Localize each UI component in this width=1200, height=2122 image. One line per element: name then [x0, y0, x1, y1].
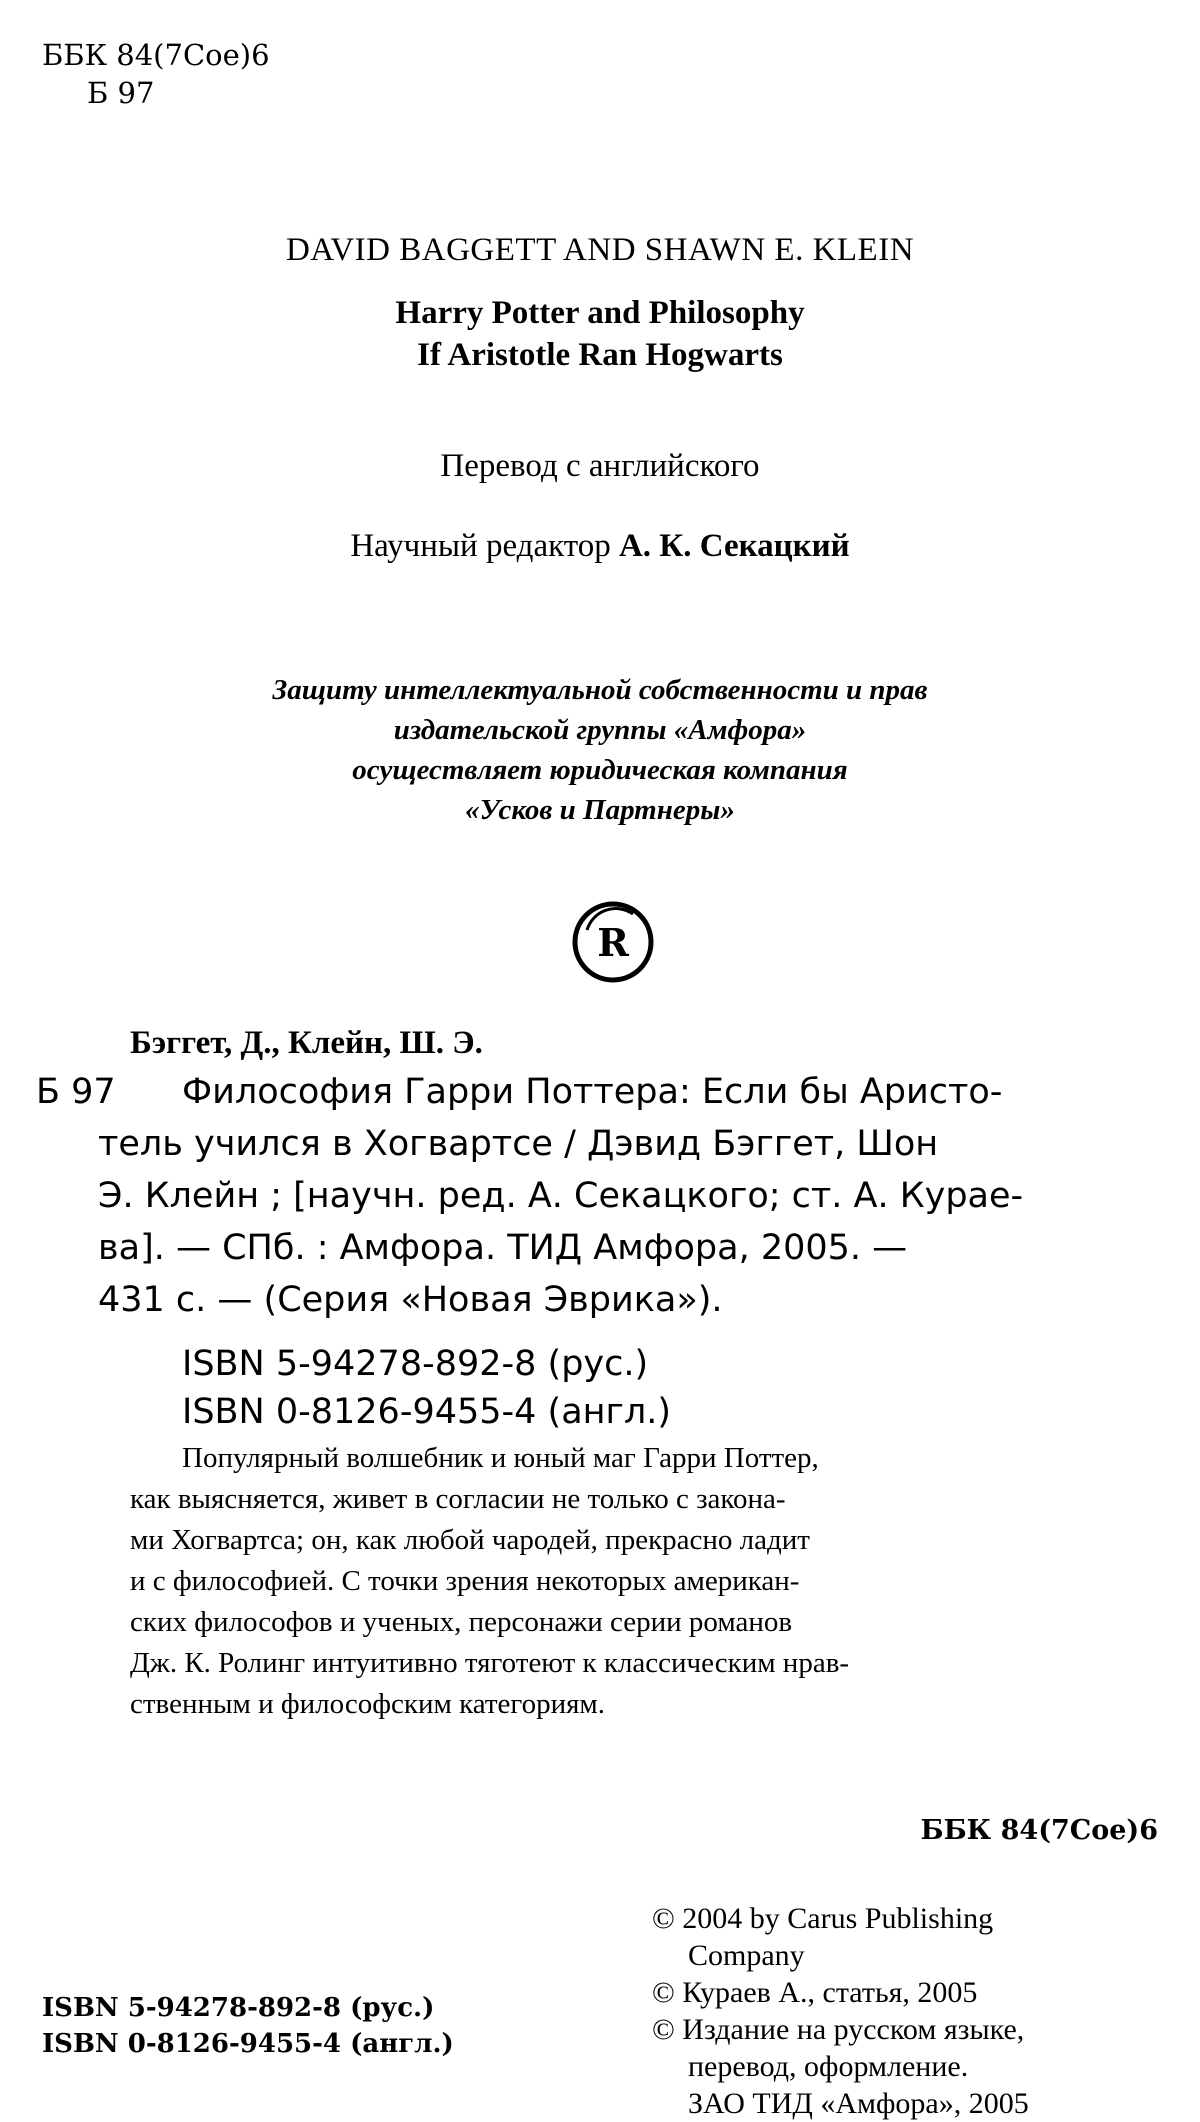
copyright-3-line-3: ЗАО ТИД «Амфора», 2005 [688, 2087, 1029, 2120]
copyright-2-line-1: © Кураев А., статья, 2005 [652, 1976, 978, 2009]
copyright-3-line-1: © Издание на русском языке, [652, 2013, 1025, 2046]
original-title [0, 292, 1200, 376]
annotation-line-1: Популярный волшебник и юный маг Гарри Поттер, [182, 1442, 819, 1474]
isbn-footer-ru: ISBN 5-94278-892-8 (рус.) [42, 1993, 435, 2023]
copyright-1-line-1: © 2004 by Carus Publishing [652, 1902, 994, 1935]
author-mark: Б 97 [87, 76, 155, 110]
legal-notice [0, 670, 1200, 830]
catalog-author: Бэггет, Д., Клейн, Ш. Э. [130, 1025, 483, 1061]
annotation-line-4: и с философией. С точки зрения некоторых американ- [130, 1565, 800, 1597]
annotation-line-7: ственным и философским категориям. [130, 1688, 606, 1720]
catalog-description-line-5: 431 с. — (Серия «Новая Эврика»). [98, 1280, 723, 1320]
catalog-code: Б 97 [36, 1072, 116, 1112]
legal-line-2: издательской группы «Амфора» [393, 714, 807, 746]
editor-name: А. К. Секацкий [618, 528, 850, 564]
catalog-isbn [182, 1340, 671, 1436]
scientific-editor [0, 528, 1200, 565]
annotation-line-5: ских философов и ученых, персонажи серии романов [130, 1606, 793, 1638]
isbn-footer [42, 1990, 454, 2062]
catalog-description-line-2: тель учился в Хогвартсе / Дэвид Бэггет, Шон [98, 1124, 939, 1164]
catalog-description-line-3: Э. Клейн ; [научн. ред. А. Секацкого; ст. А. Курае- [98, 1176, 1024, 1216]
legal-line-1: Защиту интеллектуальной собственности и прав [272, 674, 928, 706]
legal-line-3: осуществляет юридическая компания [352, 754, 848, 786]
logo-letter: R [597, 920, 629, 965]
annotation-line-2: как выясняется, живет в согласии не только с закона- [130, 1483, 786, 1515]
legal-line-4: «Усков и Партнеры» [465, 794, 735, 826]
annotation-line-3: ми Хогвартса; он, как любой чародей, прекрасно ладит [130, 1524, 810, 1556]
bbk-code: ББК 84(7Сое)6 [42, 38, 270, 72]
publisher-logo-icon [571, 900, 655, 984]
isbn-footer-en: ISBN 0-8126-9455-4 (англ.) [42, 2029, 454, 2059]
original-authors: DAVID BAGGETT AND SHAWN E. KLEIN [285, 232, 915, 268]
bbk-footer: ББК 84(7Сое)6 [920, 1815, 1158, 1846]
original-title-line-2: If Aristotle Ran Hogwarts [417, 337, 783, 373]
isbn-en: ISBN 0-8126-9455-4 (англ.) [182, 1392, 672, 1432]
editor-prefix: Научный редактор [350, 528, 611, 564]
original-title-line-1: Harry Potter and Philosophy [395, 295, 805, 331]
annotation-line-6: Дж. К. Ролинг интуитивно тяготеют к классическим нрав- [130, 1647, 850, 1679]
copyright-3-line-2: перевод, оформление. [688, 2050, 969, 2083]
copyright-1-line-2: Company [688, 1939, 805, 1972]
copyright-block [652, 1900, 1029, 2122]
bbk-header [42, 36, 270, 112]
translation-note: Перевод с английского [440, 448, 760, 484]
isbn-ru: ISBN 5-94278-892-8 (рус.) [182, 1344, 649, 1384]
catalog-description-line-4: ва]. — СПб. : Амфора. ТИД Амфора, 2005. — [98, 1228, 908, 1268]
catalog-description-line-1: Философия Гарри Поттера: Если бы Аристо- [182, 1072, 1003, 1112]
